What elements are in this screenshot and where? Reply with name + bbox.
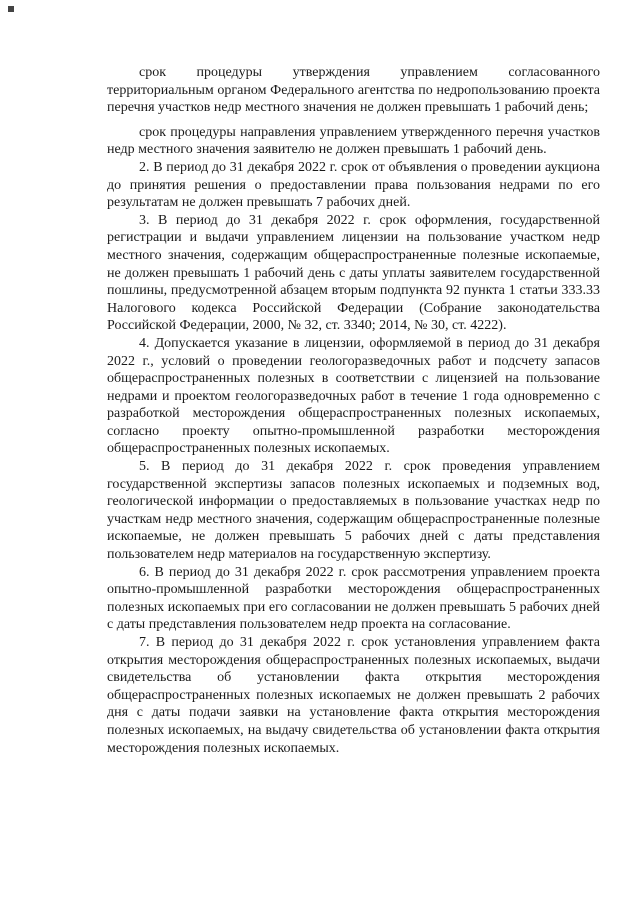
paragraph-item-5: 5. В период до 31 декабря 2022 г. срок проведения управлением государственной экспертизы запасов полезных ископаемых и подземных вод, геологической информации о предоставляемых в пользование участках недр по участкам недр местного значения, содержащим общераспространенные полезные ископаемые, не должен превышать 5 рабочих дней с даты представления пользователем недр материалов на государственную экспертизу.	[107, 459, 600, 563]
paragraph-item-7: 7. В период до 31 декабря 2022 г. срок установления управлением факта открытия месторождения общераспространенных полезных ископаемых, выдачи свидетельства об установлении факта открытия месторождения общераспространенных полезных ископаемых не должен превышать 2 рабочих дня с даты подачи заявки на установление факта открытия месторождения полезных ископаемых, на выдачу свидетельства об установлении факта открытия месторождения полезных ископаемых.	[107, 635, 600, 756]
paragraph-item-6: 6. В период до 31 декабря 2022 г. срок рассмотрения управлением проекта опытно-промышленной разработки месторождения общераспространенных полезных ископаемых при его согласовании не должен превышать 5 рабочих дней с даты представления пользователем недр проекта на согласование.	[107, 564, 600, 633]
paragraph-item-2: 2. В период до 31 декабря 2022 г. срок от объявления о проведении аукциона до принятия решения о предоставлении права пользования недрами по его результатам не должен превышать 7 рабочих дней.	[107, 159, 600, 211]
paragraph-item-4: 4. Допускается указание в лицензии, оформляемой в период до 31 декабря 2022 г., условий о проведении геологоразведочных работ и подсчету запасов общераспространенных полезных в соответствии с лицензией на пользование недрами и проектом геологоразведочных работ в течение 1 года одновременно с разработкой месторождения общераспространенных полезных ископаемых, согласно проекту опытно-промышленной разработки месторождения общераспространенных полезных ископаемых.	[107, 335, 600, 457]
scan-corner-mark	[8, 6, 14, 12]
document-body	[107, 64, 600, 757]
paragraph-item-3: 3. В период до 31 декабря 2022 г. срок оформления, государственной регистрации и выдачи управлением лицензии на пользование участком недр местного значения, содержащим общераспространенные полезные ископаемые, не должен превышать 1 рабочий день с даты уплаты заявителем государственной пошлины, предусмотренной абзацем вторым подпункта 92 пункта 1 статьи 333.33 Налогового кодекса Российской Федерации (Собрание законодательства Российской Федерации, 2000, № 32, ст. 3340; 2014, № 30, ст. 4222).	[107, 212, 600, 334]
paragraph-sending-term: срок процедуры направления управлением утвержденного перечня участков недр местного значения заявителю не должен превышать 1 рабочий день.	[107, 124, 600, 158]
paragraph-approval-term: срок процедуры утверждения управлением согласованного территориальным органом Федерального агентства по недропользованию проекта перечня участков недр местного значения не должен превышать 1 рабочий день;	[107, 65, 600, 116]
